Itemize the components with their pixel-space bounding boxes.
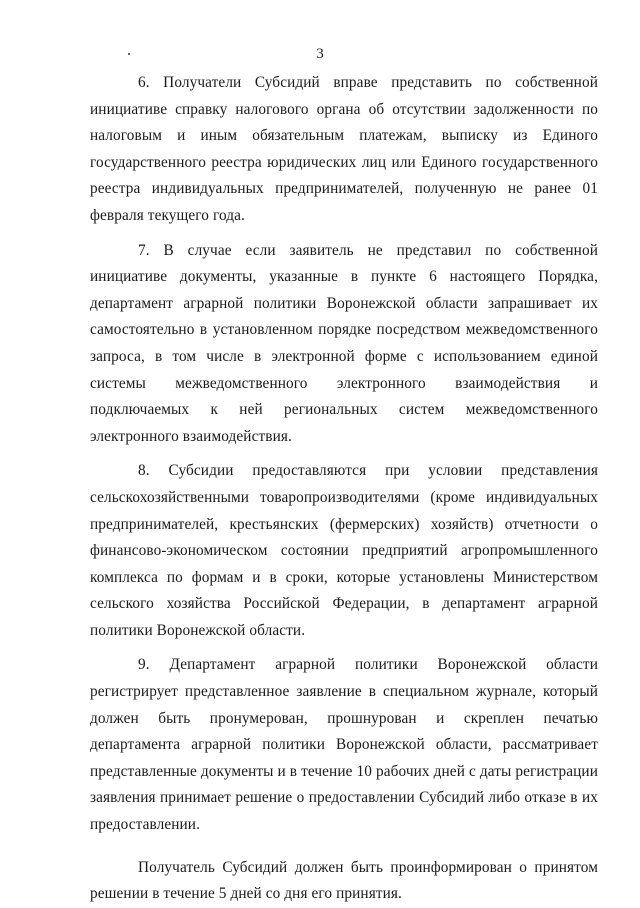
paragraph-9: 9. Департамент аграрной политики Воронежской области регистрирует представленное заявление в специальном журнале, который должен быть пронумерован, прошнурован и скреплен печатью департамента аграрной политики Воронежской области, рассматривает представленные документы и в течение 10 рабочих дней с даты регистрации заявления принимает решение о предоставлении Субсидий либо отказе в их предоставлении. xyxy=(90,656,598,834)
paragraph-notification: Получатель Субсидий должен быть проинформирован о принятом решении в течение 5 дней со дня его принятия. xyxy=(90,858,598,903)
document-body xyxy=(90,70,598,908)
paragraph-8: 8. Субсидии предоставляются при условии представления сельскохозяйственными товаропроизводителями (кроме индивидуальных предпринимателей, крестьянских (фермерских) хозяйств) отчетности о финансово-экономическом состоянии предприятий агропромышленного комплекса по формам и в сроки, которые установлены Министерством сельского хозяйства Российской Федерации, в департамент аграрной политики Воронежской области. xyxy=(90,462,598,639)
paragraph-7: 7. В случае если заявитель не представил по собственной инициативе документы, указанные в пункте 6 настоящего Порядка, департамент аграрной политики Воронежской области запрашивает их самостоятельно в установленном порядке посредством межведомственного запроса, в том числе в электронной форме с использованием единой системы межведомственного электронного взаимодействия и подключаемых к ней региональных систем межведомственного электронного взаимодействия. xyxy=(90,241,598,445)
page-number: 3 xyxy=(316,46,324,62)
paragraph-6: 6. Получатели Субсидий вправе представить по собственной инициативе справку налогового органа об отсутствии задолженности по налоговым и иным обязательным платежам, выписку из Единого государственного реестра юридических лиц или Единого государственного реестра индивидуальных предпринимателей, полученную не ранее 01 февраля текущего года. xyxy=(90,74,598,224)
